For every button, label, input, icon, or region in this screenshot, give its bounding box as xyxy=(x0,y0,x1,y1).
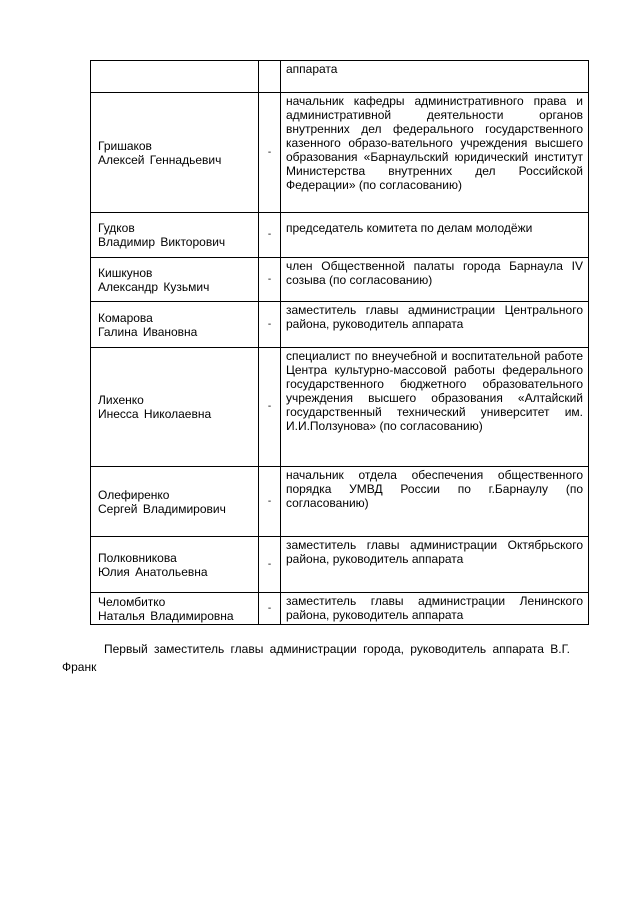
table-row xyxy=(91,593,589,625)
table-row xyxy=(91,467,589,537)
member-given-names: Наталья Владимировна xyxy=(98,608,234,623)
signature-line: Первый заместитель главы администрации города, руководитель аппарата В.Г. Франк xyxy=(62,642,570,674)
member-surname: Гудков xyxy=(98,221,135,235)
member-position: заместитель главы администрации Ленинского района, руководитель аппарата xyxy=(281,593,589,625)
member-surname: Лихенко xyxy=(98,393,144,407)
member-name-cell xyxy=(91,593,259,625)
dash-cell: - xyxy=(259,302,281,348)
member-name-cell xyxy=(91,302,259,348)
table-row xyxy=(91,61,589,93)
table-row xyxy=(91,258,589,302)
member-position: специалист по внеучебной и воспитательной работе Центра культурно-массовой работы федерального государственного бюджетного образовательного учреждения высшего образования «Алтайский государственный технический университет им. И.И.Ползунова» (по согласованию) xyxy=(281,348,589,467)
member-position: член Общественной палаты города Барнаула IV созыва (по согласованию) xyxy=(281,258,589,302)
dash-cell: - xyxy=(259,537,281,593)
dash-cell: - xyxy=(259,258,281,302)
member-name-cell xyxy=(91,348,259,467)
dash-cell: - xyxy=(259,593,281,625)
member-surname: Челомбитко xyxy=(98,594,166,609)
member-surname: Комарова xyxy=(98,310,153,325)
table-row xyxy=(91,348,589,467)
member-position: заместитель главы администрации Октябрьского района, руководитель аппарата xyxy=(281,537,589,593)
commission-members-table xyxy=(90,60,589,625)
dash-cell: - xyxy=(259,467,281,537)
member-name-cell xyxy=(91,213,259,258)
member-given-names: Александр Кузьмич xyxy=(98,279,210,294)
member-given-names: Юлия Анатольевна xyxy=(98,564,208,579)
table-row xyxy=(91,302,589,348)
member-name-cell xyxy=(91,93,259,213)
table-row xyxy=(91,93,589,213)
member-given-names: Инесса Николаевна xyxy=(98,407,212,421)
dash-cell xyxy=(259,61,281,93)
member-surname: Полковникова xyxy=(98,550,177,565)
table-row xyxy=(91,537,589,593)
member-name-cell xyxy=(91,61,259,93)
member-position: заместитель главы администрации Центрального района, руководитель аппарата xyxy=(281,302,589,348)
member-position: начальник отдела обеспечения общественного порядка УМВД России по г.Барнаулу (по согласованию) xyxy=(281,467,589,537)
member-position: председатель комитета по делам молодёжи xyxy=(281,213,589,258)
dash-cell: - xyxy=(259,348,281,467)
member-name-cell xyxy=(91,537,259,593)
member-given-names: Галина Ивановна xyxy=(98,324,198,339)
member-given-names: Владимир Викторович xyxy=(98,235,226,249)
member-given-names: Алексей Геннадьевич xyxy=(98,152,222,167)
member-given-names: Сергей Владимирович xyxy=(98,501,226,516)
member-position: начальник кафедры административного права и административной деятельности органов внутренних дел федерального государственного казенного образо-вательного учреждения высшего образования «Барнаульский юридический институт Министерства внутренних дел Российской Федерации» (по согласованию) xyxy=(281,93,589,213)
member-surname: Олефиренко xyxy=(98,487,170,502)
member-surname: Кишкунов xyxy=(98,265,153,280)
dash-cell: - xyxy=(259,93,281,213)
dash-cell: - xyxy=(259,213,281,258)
member-surname: Гришаков xyxy=(98,138,152,153)
member-name-cell xyxy=(91,258,259,302)
table-row xyxy=(91,213,589,258)
member-name-cell xyxy=(91,467,259,537)
member-position: аппарата xyxy=(281,61,589,93)
